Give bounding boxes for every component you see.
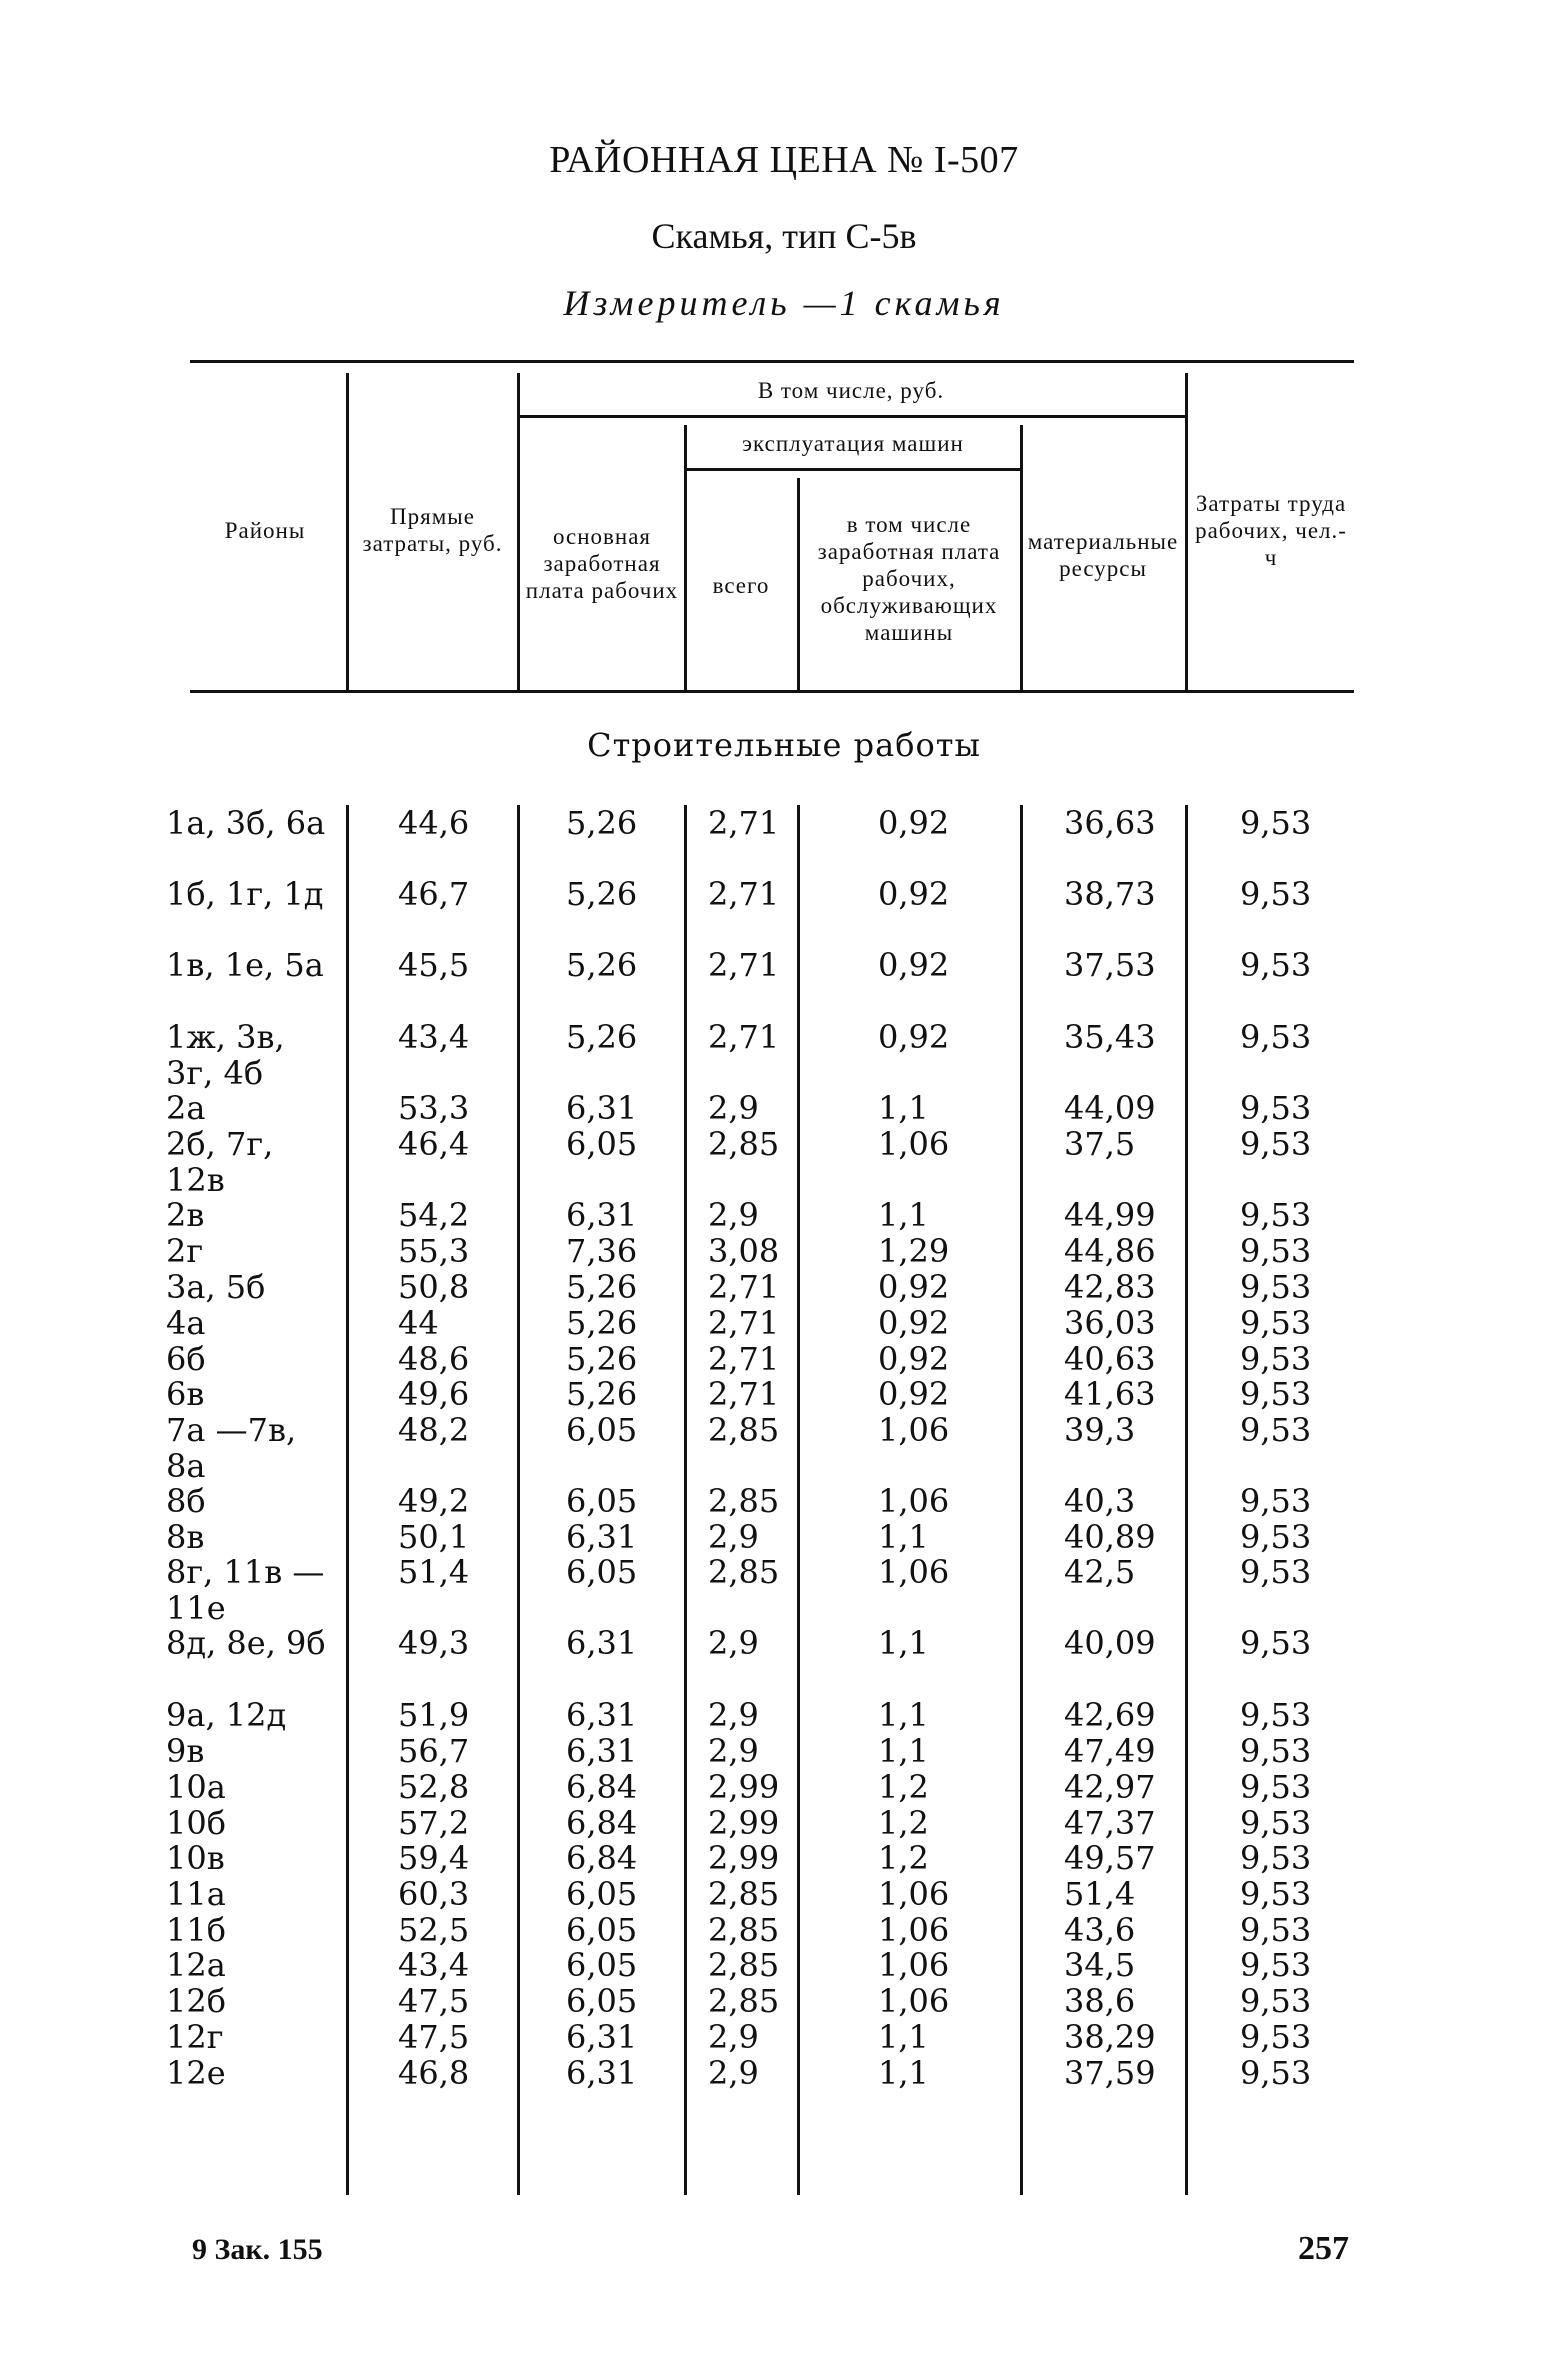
column-header-materials: материальные ресурсы bbox=[1027, 529, 1179, 581]
cell-region: 8д, 8е, 9б bbox=[166, 1624, 326, 1662]
cell-materials: 42,83 bbox=[1064, 1268, 1156, 1306]
cell-materials: 37,53 bbox=[1064, 946, 1156, 984]
cell-labor: 9,53 bbox=[1240, 1304, 1312, 1342]
cell-labor: 9,53 bbox=[1240, 2054, 1312, 2092]
cell-machine-wage: 0,92 bbox=[878, 1018, 950, 1056]
cell-machine-total: 2,9 bbox=[708, 1518, 759, 1556]
column-header-direct-costs: Прямые затраты, руб. bbox=[362, 504, 503, 556]
cell-materials: 37,59 bbox=[1064, 2054, 1156, 2092]
cell-region: 1б, 1г, 1д bbox=[166, 875, 324, 913]
cell-machine-wage: 1,1 bbox=[878, 1732, 929, 1770]
cell-labor: 9,53 bbox=[1240, 1696, 1312, 1734]
body-divider bbox=[517, 805, 520, 2195]
cell-machine-total: 2,85 bbox=[708, 1875, 780, 1913]
cell-materials: 39,3 bbox=[1064, 1411, 1136, 1449]
cell-labor: 9,53 bbox=[1240, 804, 1312, 842]
cell-machine-total: 2,71 bbox=[708, 1375, 780, 1413]
header-divider bbox=[517, 373, 520, 690]
cell-labor: 9,53 bbox=[1240, 1553, 1312, 1591]
cell-machine-total: 2,85 bbox=[708, 1946, 780, 1984]
body-divider bbox=[684, 805, 687, 2195]
cell-materials: 42,69 bbox=[1064, 1696, 1156, 1734]
cell-direct-costs: 51,4 bbox=[398, 1553, 470, 1591]
cell-labor: 9,53 bbox=[1240, 1982, 1312, 2020]
cell-base-wage: 5,26 bbox=[566, 875, 638, 913]
cell-labor: 9,53 bbox=[1240, 1768, 1312, 1806]
cell-region: 10в bbox=[166, 1839, 225, 1877]
cell-region: 4а bbox=[166, 1304, 206, 1342]
cell-machine-wage: 1,1 bbox=[878, 1196, 929, 1234]
body-divider bbox=[346, 805, 349, 2195]
cell-machine-wage: 0,92 bbox=[878, 1340, 950, 1378]
cell-base-wage: 6,31 bbox=[566, 1696, 638, 1734]
measure-unit: Измеритель —1 скамья bbox=[563, 283, 1005, 323]
cell-base-wage: 6,05 bbox=[566, 1946, 638, 1984]
cell-machine-wage: 1,1 bbox=[878, 2054, 929, 2092]
cell-machine-wage: 1,06 bbox=[878, 1946, 950, 1984]
cell-direct-costs: 53,3 bbox=[398, 1089, 470, 1127]
cell-machine-total: 3,08 bbox=[708, 1232, 780, 1270]
cell-direct-costs: 48,6 bbox=[398, 1340, 470, 1378]
cell-machine-total: 2,85 bbox=[708, 1911, 780, 1949]
cell-base-wage: 6,05 bbox=[566, 1125, 638, 1163]
cell-machine-total: 2,9 bbox=[708, 1696, 759, 1734]
cell-base-wage: 6,31 bbox=[566, 1518, 638, 1556]
cell-machine-total: 2,71 bbox=[708, 1018, 780, 1056]
body-divider bbox=[1185, 805, 1188, 2195]
cell-materials: 44,99 bbox=[1064, 1196, 1156, 1234]
cell-base-wage: 6,31 bbox=[566, 1732, 638, 1770]
cell-labor: 9,53 bbox=[1240, 1946, 1312, 1984]
cell-machine-wage: 1,29 bbox=[878, 1232, 950, 1270]
cell-materials: 47,37 bbox=[1064, 1804, 1156, 1842]
cell-materials: 40,63 bbox=[1064, 1340, 1156, 1378]
cell-base-wage: 6,05 bbox=[566, 1482, 638, 1520]
cell-machine-wage: 1,2 bbox=[878, 1804, 929, 1842]
cell-base-wage: 6,84 bbox=[566, 1804, 638, 1842]
header-divider bbox=[1020, 425, 1023, 690]
cell-materials: 49,57 bbox=[1064, 1839, 1156, 1877]
cell-materials: 51,4 bbox=[1064, 1875, 1136, 1913]
cell-direct-costs: 59,4 bbox=[398, 1839, 470, 1877]
header-divider bbox=[684, 425, 687, 690]
column-header-base-wage: основная заработная плата рабочих bbox=[525, 523, 679, 603]
column-header-machine-operation: эксплуатация машин bbox=[742, 430, 964, 456]
cell-materials: 42,5 bbox=[1064, 1553, 1136, 1591]
cell-base-wage: 6,05 bbox=[566, 1553, 638, 1591]
cell-machine-wage: 0,92 bbox=[878, 875, 950, 913]
cell-machine-wage: 0,92 bbox=[878, 804, 950, 842]
cell-base-wage: 6,31 bbox=[566, 2018, 638, 2056]
cell-region: 2г bbox=[166, 1232, 204, 1270]
body-divider bbox=[797, 805, 800, 2195]
cell-materials: 40,89 bbox=[1064, 1518, 1156, 1556]
cell-labor: 9,53 bbox=[1240, 1268, 1312, 1306]
cell-labor: 9,53 bbox=[1240, 1232, 1312, 1270]
cell-materials: 37,5 bbox=[1064, 1125, 1136, 1163]
cell-region: 8в bbox=[166, 1518, 205, 1556]
cell-labor: 9,53 bbox=[1240, 1518, 1312, 1556]
cell-labor: 9,53 bbox=[1240, 1732, 1312, 1770]
cell-direct-costs: 50,8 bbox=[398, 1268, 470, 1306]
cell-machine-wage: 1,06 bbox=[878, 1125, 950, 1163]
cell-materials: 47,49 bbox=[1064, 1732, 1156, 1770]
cell-machine-total: 2,71 bbox=[708, 804, 780, 842]
cell-machine-wage: 1,06 bbox=[878, 1411, 950, 1449]
page-number: 257 bbox=[1298, 2230, 1349, 2267]
cell-machine-wage: 0,92 bbox=[878, 1304, 950, 1342]
cell-base-wage: 5,26 bbox=[566, 1018, 638, 1056]
cell-base-wage: 5,26 bbox=[566, 804, 638, 842]
cell-base-wage: 6,31 bbox=[566, 1624, 638, 1662]
cell-region: 6в bbox=[166, 1375, 205, 1413]
cell-direct-costs: 47,5 bbox=[398, 2018, 470, 2056]
cell-machine-wage: 1,2 bbox=[878, 1839, 929, 1877]
cell-machine-wage: 0,92 bbox=[878, 946, 950, 984]
cell-machine-wage: 1,2 bbox=[878, 1768, 929, 1806]
cell-materials: 36,03 bbox=[1064, 1304, 1156, 1342]
cell-direct-costs: 49,3 bbox=[398, 1624, 470, 1662]
cell-labor: 9,53 bbox=[1240, 2018, 1312, 2056]
cell-machine-total: 2,9 bbox=[708, 1732, 759, 1770]
cell-region: 12е bbox=[166, 2054, 226, 2092]
cell-labor: 9,53 bbox=[1240, 1875, 1312, 1913]
cell-machine-total: 2,9 bbox=[708, 1624, 759, 1662]
table-top-rule bbox=[190, 360, 1354, 363]
column-header-region: Районы bbox=[224, 517, 306, 543]
cell-labor: 9,53 bbox=[1240, 875, 1312, 913]
cell-machine-total: 2,85 bbox=[708, 1482, 780, 1520]
page-title: РАЙОННАЯ ЦЕНА № I-507 bbox=[549, 139, 1019, 181]
including-rule bbox=[517, 415, 1185, 418]
body-divider bbox=[1020, 805, 1023, 2195]
cell-region: 11а bbox=[166, 1875, 226, 1913]
cell-labor: 9,53 bbox=[1240, 1839, 1312, 1877]
cell-labor: 9,53 bbox=[1240, 1804, 1312, 1842]
cell-direct-costs: 47,5 bbox=[398, 1982, 470, 2020]
cell-direct-costs: 48,2 bbox=[398, 1411, 470, 1449]
cell-region: 2а bbox=[166, 1089, 206, 1127]
cell-direct-costs: 49,6 bbox=[398, 1375, 470, 1413]
cell-machine-total: 2,99 bbox=[708, 1804, 780, 1842]
cell-base-wage: 5,26 bbox=[566, 1375, 638, 1413]
cell-direct-costs: 52,8 bbox=[398, 1768, 470, 1806]
cell-machine-total: 2,85 bbox=[708, 1411, 780, 1449]
cell-materials: 44,09 bbox=[1064, 1089, 1156, 1127]
cell-direct-costs: 60,3 bbox=[398, 1875, 470, 1913]
column-header-machine-wage: в том числе заработная плата рабочих, обслуживающих машины bbox=[817, 511, 1001, 645]
cell-machine-total: 2,71 bbox=[708, 1304, 780, 1342]
cell-region: 8б bbox=[166, 1482, 206, 1520]
cell-base-wage: 5,26 bbox=[566, 1340, 638, 1378]
cell-region: 1а, 3б, 6а bbox=[166, 804, 326, 842]
cell-machine-wage: 1,1 bbox=[878, 1089, 929, 1127]
cell-labor: 9,53 bbox=[1240, 1624, 1312, 1662]
cell-machine-total: 2,9 bbox=[708, 2018, 759, 2056]
cell-machine-wage: 1,06 bbox=[878, 1875, 950, 1913]
cell-base-wage: 5,26 bbox=[566, 946, 638, 984]
cell-region: 8г, 11в — 11е bbox=[166, 1553, 325, 1627]
header-divider bbox=[1185, 373, 1188, 690]
cell-machine-wage: 0,92 bbox=[878, 1375, 950, 1413]
cell-direct-costs: 57,2 bbox=[398, 1804, 470, 1842]
cell-materials: 43,6 bbox=[1064, 1911, 1136, 1949]
column-header-labor: Затраты труда рабочих, чел.-ч bbox=[1195, 490, 1347, 570]
cell-base-wage: 6,31 bbox=[566, 1196, 638, 1234]
cell-materials: 35,43 bbox=[1064, 1018, 1156, 1056]
cell-machine-wage: 0,92 bbox=[878, 1268, 950, 1306]
machine-rule bbox=[684, 468, 1020, 471]
cell-labor: 9,53 bbox=[1240, 1482, 1312, 1520]
cell-base-wage: 6,31 bbox=[566, 1089, 638, 1127]
cell-materials: 38,29 bbox=[1064, 2018, 1156, 2056]
cell-machine-total: 2,85 bbox=[708, 1125, 780, 1163]
cell-materials: 36,63 bbox=[1064, 804, 1156, 842]
column-header-including: В том числе, руб. bbox=[757, 377, 945, 403]
cell-direct-costs: 51,9 bbox=[398, 1696, 470, 1734]
cell-machine-wage: 1,1 bbox=[878, 2018, 929, 2056]
cell-machine-wage: 1,1 bbox=[878, 1518, 929, 1556]
cell-labor: 9,53 bbox=[1240, 1089, 1312, 1127]
cell-direct-costs: 43,4 bbox=[398, 1946, 470, 1984]
cell-base-wage: 6,05 bbox=[566, 1911, 638, 1949]
cell-machine-wage: 1,06 bbox=[878, 1553, 950, 1591]
cell-region: 1в, 1е, 5а bbox=[166, 946, 324, 984]
header-divider bbox=[797, 478, 800, 690]
cell-machine-total: 2,85 bbox=[708, 1553, 780, 1591]
cell-direct-costs: 45,5 bbox=[398, 946, 470, 984]
header-divider bbox=[346, 373, 349, 690]
cell-base-wage: 6,05 bbox=[566, 1982, 638, 2020]
cell-materials: 44,86 bbox=[1064, 1232, 1156, 1270]
cell-machine-total: 2,85 bbox=[708, 1982, 780, 2020]
cell-machine-wage: 1,06 bbox=[878, 1911, 950, 1949]
cell-materials: 38,73 bbox=[1064, 875, 1156, 913]
cell-region: 1ж, 3в, 3г, 4б bbox=[166, 1018, 285, 1092]
header-bottom-rule bbox=[190, 690, 1354, 693]
cell-direct-costs: 52,5 bbox=[398, 1911, 470, 1949]
cell-materials: 40,09 bbox=[1064, 1624, 1156, 1662]
cell-direct-costs: 55,3 bbox=[398, 1232, 470, 1270]
cell-machine-total: 2,99 bbox=[708, 1768, 780, 1806]
cell-machine-total: 2,99 bbox=[708, 1839, 780, 1877]
cell-materials: 34,5 bbox=[1064, 1946, 1136, 1984]
cell-region: 2б, 7г, 12в bbox=[166, 1125, 274, 1199]
cell-direct-costs: 49,2 bbox=[398, 1482, 470, 1520]
cell-materials: 41,63 bbox=[1064, 1375, 1156, 1413]
cell-labor: 9,53 bbox=[1240, 1125, 1312, 1163]
cell-labor: 9,53 bbox=[1240, 1196, 1312, 1234]
cell-direct-costs: 44,6 bbox=[398, 804, 470, 842]
cell-region: 2в bbox=[166, 1196, 205, 1234]
cell-region: 12б bbox=[166, 1982, 226, 2020]
cell-machine-wage: 1,06 bbox=[878, 1982, 950, 2020]
cell-region: 12а bbox=[166, 1946, 226, 1984]
cell-region: 10а bbox=[166, 1768, 226, 1806]
cell-direct-costs: 44 bbox=[398, 1304, 439, 1342]
cell-materials: 42,97 bbox=[1064, 1768, 1156, 1806]
cell-labor: 9,53 bbox=[1240, 1411, 1312, 1449]
cell-machine-total: 2,9 bbox=[708, 1089, 759, 1127]
cell-machine-total: 2,71 bbox=[708, 1268, 780, 1306]
cell-base-wage: 6,31 bbox=[566, 2054, 638, 2092]
cell-direct-costs: 54,2 bbox=[398, 1196, 470, 1234]
cell-labor: 9,53 bbox=[1240, 1340, 1312, 1378]
cell-region: 6б bbox=[166, 1340, 206, 1378]
section-label: Строительные работы bbox=[587, 726, 981, 764]
cell-region: 9в bbox=[166, 1732, 205, 1770]
cell-labor: 9,53 bbox=[1240, 1018, 1312, 1056]
cell-base-wage: 7,36 bbox=[566, 1232, 638, 1270]
cell-region: 7а —7в, 8а bbox=[166, 1411, 297, 1485]
cell-base-wage: 6,05 bbox=[566, 1411, 638, 1449]
cell-materials: 38,6 bbox=[1064, 1982, 1136, 2020]
cell-region: 3а, 5б bbox=[166, 1268, 266, 1306]
cell-direct-costs: 43,4 bbox=[398, 1018, 470, 1056]
cell-machine-wage: 1,1 bbox=[878, 1696, 929, 1734]
column-header-machine-total: всего bbox=[712, 572, 770, 598]
cell-region: 11б bbox=[166, 1911, 226, 1949]
cell-labor: 9,53 bbox=[1240, 1911, 1312, 1949]
cell-base-wage: 5,26 bbox=[566, 1304, 638, 1342]
cell-region: 12г bbox=[166, 2018, 224, 2056]
cell-machine-total: 2,71 bbox=[708, 1340, 780, 1378]
cell-base-wage: 5,26 bbox=[566, 1268, 638, 1306]
cell-base-wage: 6,84 bbox=[566, 1768, 638, 1806]
cell-machine-total: 2,71 bbox=[708, 946, 780, 984]
cell-labor: 9,53 bbox=[1240, 1375, 1312, 1413]
cell-base-wage: 6,84 bbox=[566, 1839, 638, 1877]
cell-machine-wage: 1,1 bbox=[878, 1624, 929, 1662]
cell-region: 10б bbox=[166, 1804, 226, 1842]
cell-direct-costs: 56,7 bbox=[398, 1732, 470, 1770]
cell-materials: 40,3 bbox=[1064, 1482, 1136, 1520]
footer-order-number: 9 Зак. 155 bbox=[192, 2233, 323, 2266]
cell-direct-costs: 46,4 bbox=[398, 1125, 470, 1163]
cell-machine-total: 2,9 bbox=[708, 1196, 759, 1234]
cell-machine-wage: 1,06 bbox=[878, 1482, 950, 1520]
cell-region: 9а, 12д bbox=[166, 1696, 287, 1734]
cell-direct-costs: 46,8 bbox=[398, 2054, 470, 2092]
cell-direct-costs: 46,7 bbox=[398, 875, 470, 913]
cell-base-wage: 6,05 bbox=[566, 1875, 638, 1913]
cell-machine-total: 2,71 bbox=[708, 875, 780, 913]
cell-labor: 9,53 bbox=[1240, 946, 1312, 984]
cell-machine-total: 2,9 bbox=[708, 2054, 759, 2092]
cell-direct-costs: 50,1 bbox=[398, 1518, 470, 1556]
page-subtitle: Скамья, тип С-5в bbox=[651, 216, 917, 256]
